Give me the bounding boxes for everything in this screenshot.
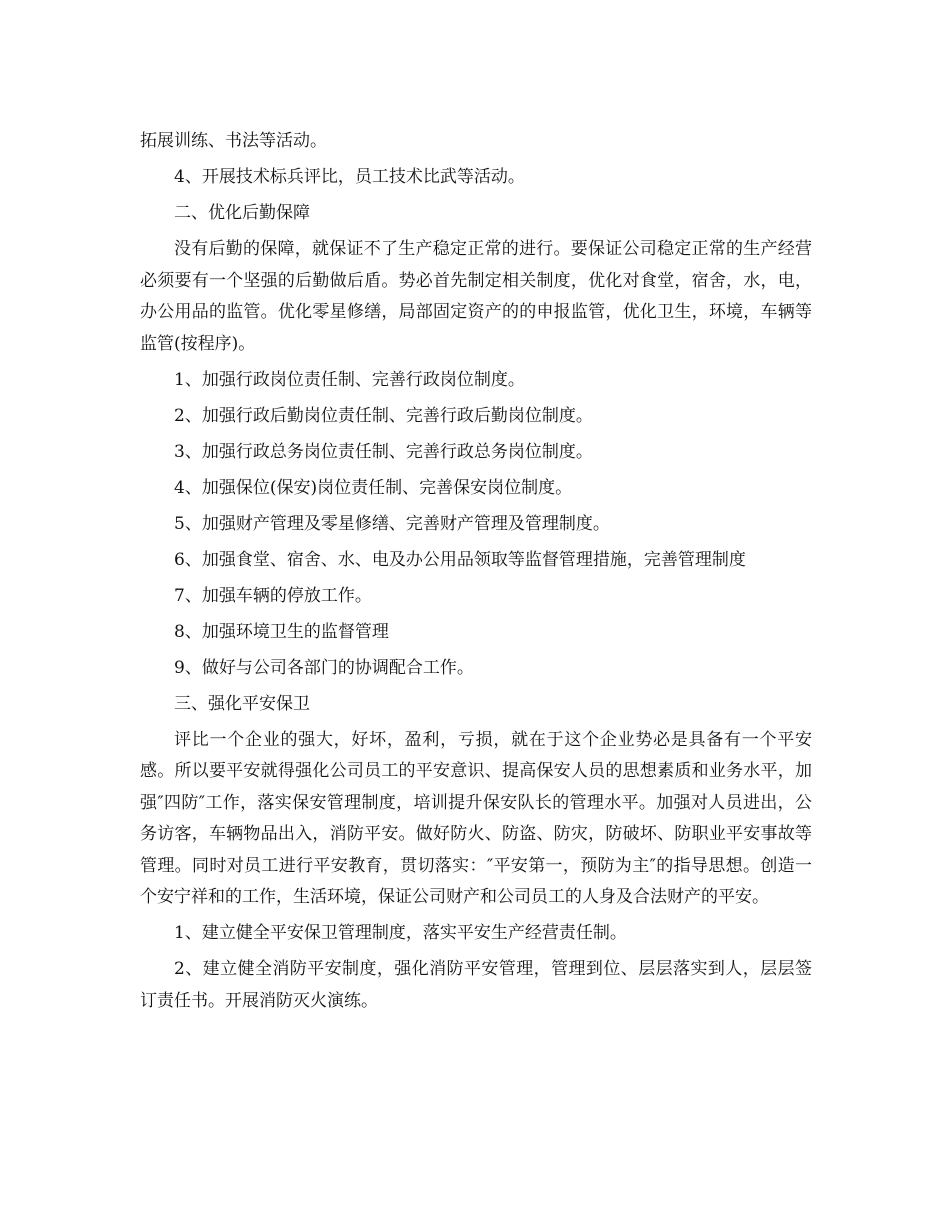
list-item-4-skills-contest: 4、开展技术标兵评比，员工技术比武等活动。 xyxy=(174,167,525,187)
paragraph-logistics-intro: 没有后勤的保障，就保证不了生产稳定正常的进行。要保证公司稳定正常的生产经营必须要有一个坚强的后勤做后盾。势必首先制定相关制度，优化对食堂，宿舍，水，电，办公用品的监管。优化零星修缮，局部固定资产的的申报监管，优化卫生，环境，车辆等监管(按程序)。 xyxy=(140,239,812,354)
list-item-security-1: 1、建立健全平安保卫管理制度，落实平安生产经营责任制。 xyxy=(174,923,627,943)
section-heading-logistics: 二、优化后勤保障 xyxy=(174,203,310,223)
list-item-logistics-8: 8、加强环境卫生的监督管理 xyxy=(174,621,389,642)
section-heading-security: 三、强化平安保卫 xyxy=(174,693,310,714)
list-item-logistics-7: 7、加强车辆的停放工作。 xyxy=(174,585,372,606)
list-item-logistics-3: 3、加强行政总务岗位责任制、完善行政总务岗位制度。 xyxy=(174,441,593,462)
list-item-logistics-6: 6、加强食堂、宿舍、水、电及办公用品领取等监督管理措施，完善管理制度 xyxy=(174,549,746,570)
list-item-logistics-1: 1、加强行政岗位责任制、完善行政岗位制度。 xyxy=(174,369,525,390)
paragraph-security-intro: 评比一个企业的强大，好坏，盈利，亏损，就在于这个企业势必是具备有一个平安感。所以要平安就得强化公司员工的平安意识、提高保安人员的思想素质和业务水平，加强″四防″工作，落实保安管理制度，培训提升保安队长的管理水平。加强对人员进出，公务访客，车辆物品出入，消防平安。做好防火、防盗、防灾，防破坏、防职业平安事故等管理。同时对员工进行平安教育，贯切落实：″平安第一，预防为主″的指导思想。创造一个安宁祥和的工作，生活环境，保证公司财产和公司员工的人身及合法财产的平安。 xyxy=(140,729,812,907)
list-item-logistics-2: 2、加强行政后勤岗位责任制、完善行政后勤岗位制度。 xyxy=(174,405,593,426)
document-body xyxy=(140,126,812,1017)
list-item-logistics-4: 4、加强保位(保安)岗位责任制、完善保安岗位制度。 xyxy=(174,477,573,498)
list-item-security-2: 2、建立健全消防平安制度，强化消防平安管理，管理到位、层层落实到人，层层签订责任书。开展消防灭火演练。 xyxy=(140,959,812,1011)
list-item-logistics-9: 9、做好与公司各部门的协调配合工作。 xyxy=(174,657,474,678)
list-item-logistics-5: 5、加强财产管理及零星修缮、完善财产管理及管理制度。 xyxy=(174,513,610,534)
paragraph-continuation: 拓展训练、书法等活动。 xyxy=(140,131,327,151)
